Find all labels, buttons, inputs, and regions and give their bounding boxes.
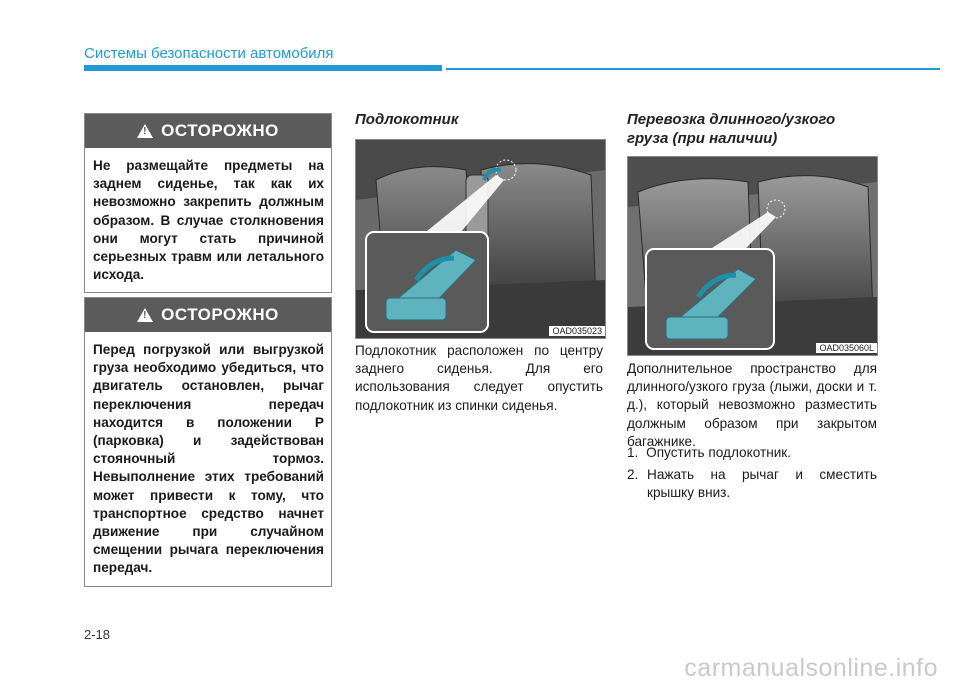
step-number: 1. xyxy=(627,445,639,460)
warning-text: Перед погрузкой или выгрузкой груза необходимо убедиться, что двигатель остановлен, рычаг переключения передач находится в положении P (парковка) и задействован стояночный тормоз. Невыполнение этих требований может привести к тому, что транспортное средство начнет движение при случайном смещении рычага переключения передач. xyxy=(93,342,324,576)
warning-heading-label: ОСТОРОЖНО xyxy=(161,121,279,140)
armrest-description: Подлокотник расположен по центру заднего сиденья. Для его использования следует опустить подлокотник из спинки сиденья. xyxy=(355,343,603,413)
figure-code: OAD035023 xyxy=(549,326,605,336)
armrest-illustration xyxy=(356,140,605,338)
armrest-title: Подлокотник xyxy=(355,111,459,128)
long-cargo-figure xyxy=(627,156,878,356)
figure-code: OAD035060L xyxy=(816,343,877,353)
header-rule-thick xyxy=(84,65,442,71)
step-item-1 xyxy=(627,444,877,462)
header-rule-thin xyxy=(446,68,940,70)
warning-triangle-icon xyxy=(137,308,153,322)
armrest-figure xyxy=(355,139,606,339)
step-item-2 xyxy=(627,466,877,502)
warning-heading xyxy=(85,298,331,332)
warning-heading xyxy=(85,114,331,148)
warning-triangle-icon xyxy=(137,124,153,138)
long-cargo-title xyxy=(627,110,835,148)
long-cargo-illustration xyxy=(628,157,877,355)
long-cargo-title-line2: груза (при наличии) xyxy=(627,130,778,147)
page-number: 2-18 xyxy=(84,627,111,642)
warning-box-1 xyxy=(84,113,332,293)
step-text: Опустить подлокотник. xyxy=(646,445,792,460)
section-header-title: Системы безопасности автомобиля xyxy=(84,45,334,62)
step-number: 2. xyxy=(627,467,639,482)
watermark-text: carmanualsonline.info xyxy=(684,654,938,682)
warning-text: Не размещайте предметы на заднем сиденье, так как их невозможно закрепить должным образом. В случае столкновения они могут стать причиной серьезных травм или летального исхода. xyxy=(93,158,324,283)
long-cargo-title-line1: Перевозка длинного/узкого xyxy=(627,111,836,128)
long-cargo-description: Дополнительное пространство для длинного/узкого груза (лыжи, доски и т. д.), который невозможно разместить должным образом при закрытом багажнике. xyxy=(627,361,877,449)
step-text: Нажать на рычаг и сместить крышку вниз. xyxy=(647,467,877,501)
warning-heading-label: ОСТОРОЖНО xyxy=(161,305,279,324)
warning-box-2 xyxy=(84,297,332,587)
